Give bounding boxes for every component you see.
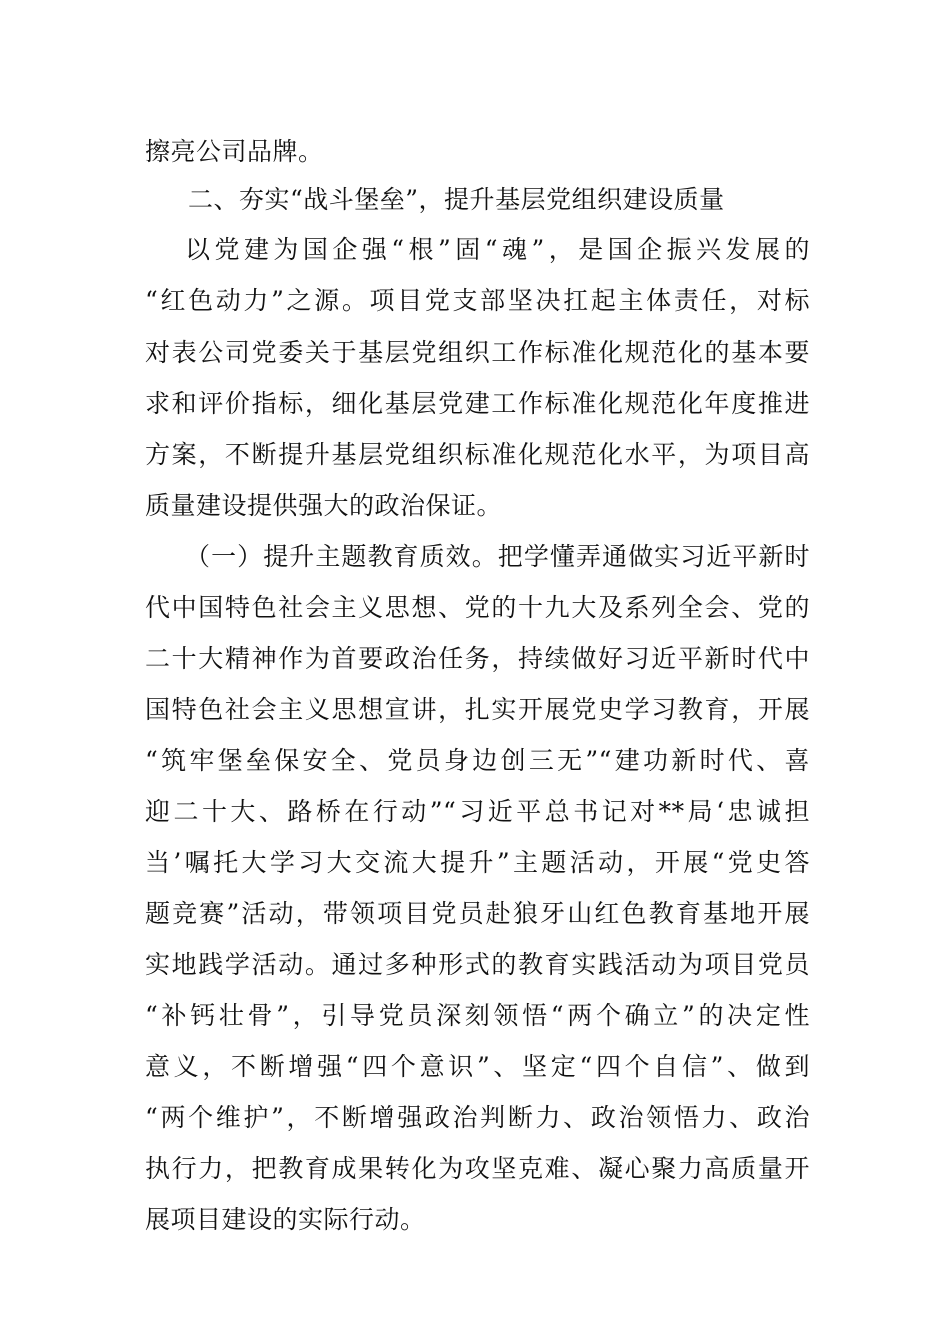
paragraph-line: “补钙壮骨”，引导党员深刻领悟“两个确立”的决定性	[145, 1001, 810, 1030]
section-heading: 二、夯实“战斗堡垒”，提升基层党组织建设质量	[188, 185, 725, 214]
paragraph-line: 方案，不断提升基层党组织标准化规范化水平，为项目高	[145, 440, 810, 469]
paragraph-line: 执行力，把教育成果转化为攻坚克难、凝心聚力高质量开	[145, 1154, 810, 1183]
paragraph-line: 实地践学活动。通过多种形式的教育实践活动为项目党员	[145, 950, 810, 979]
paragraph-line: 意义，不断增强“四个意识”、坚定“四个自信”、做到	[145, 1052, 810, 1081]
paragraph-line: 迎二十大、路桥在行动”“习近平总书记对**局‘忠诚担	[145, 797, 810, 826]
paragraph-line: 质量建设提供强大的政治保证。	[145, 491, 503, 520]
paragraph-line: “两个维护”，不断增强政治判断力、政治领悟力、政治	[145, 1103, 810, 1132]
paragraph-line: 代中国特色社会主义思想、党的十九大及系列全会、党的	[145, 593, 810, 622]
subheading-line: （一）提升主题教育质效。把学懂弄通做实习近平新时	[185, 542, 810, 571]
paragraph-line: 当’嘱托大学习大交流大提升”主题活动，开展“党史答	[145, 848, 810, 877]
paragraph-line: “红色动力”之源。项目党支部坚决扛起主体责任，对标	[145, 286, 810, 315]
paragraph-line: 展项目建设的实际行动。	[145, 1205, 426, 1234]
paragraph-line: 求和评价指标，细化基层党建工作标准化规范化年度推进	[145, 389, 810, 418]
paragraph-line: 擦亮公司品牌。	[145, 137, 324, 166]
paragraph-line: 对表公司党委关于基层党组织工作标准化规范化的基本要	[145, 338, 810, 367]
paragraph-line: 以党建为国企强“根”固“魂”，是国企振兴发展的	[185, 235, 810, 264]
paragraph-line: 国特色社会主义思想宣讲，扎实开展党史学习教育，开展	[145, 695, 810, 724]
paragraph-line: 二十大精神作为首要政治任务，持续做好习近平新时代中	[145, 644, 810, 673]
paragraph-line: 题竞赛”活动，带领项目党员赴狼牙山红色教育基地开展	[145, 899, 810, 928]
paragraph-line: “筑牢堡垒保安全、党员身边创三无”“建功新时代、喜	[145, 746, 810, 775]
